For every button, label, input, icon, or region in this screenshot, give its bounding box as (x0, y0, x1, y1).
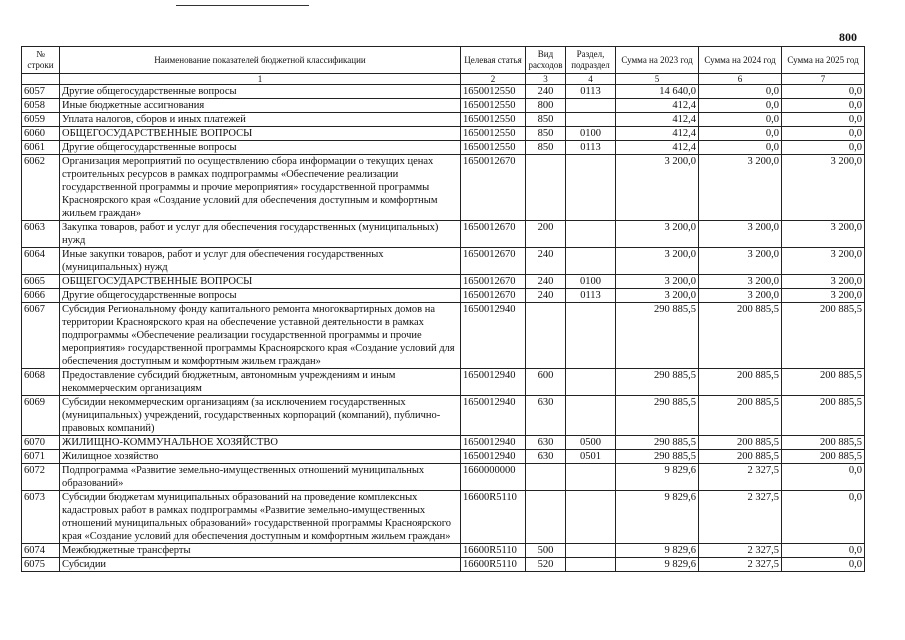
row-sum-2025: 200 885,5 (782, 396, 865, 436)
row-section-code (566, 491, 616, 544)
row-sum-2023: 412,4 (616, 99, 699, 113)
row-target-code: 1650012550 (461, 113, 526, 127)
row-number: 6070 (22, 436, 60, 450)
row-expense-type: 500 (526, 544, 566, 558)
header-name: Наименование показателей бюджетной классификации (60, 47, 461, 74)
row-number: 6075 (22, 558, 60, 572)
row-sum-2024: 2 327,5 (699, 491, 782, 544)
row-sum-2023: 412,4 (616, 141, 699, 155)
row-number: 6072 (22, 464, 60, 491)
row-target-code: 1650012940 (461, 369, 526, 396)
page-number: 800 (839, 30, 857, 44)
row-sum-2023: 3 200,0 (616, 289, 699, 303)
table-row (22, 141, 865, 155)
row-sum-2025: 3 200,0 (782, 248, 865, 275)
row-sum-2025: 3 200,0 (782, 275, 865, 289)
row-expense-type (526, 464, 566, 491)
row-expense-type: 630 (526, 450, 566, 464)
row-expense-type: 240 (526, 289, 566, 303)
row-expense-type: 800 (526, 99, 566, 113)
row-target-code: 1660000000 (461, 464, 526, 491)
table-row (22, 113, 865, 127)
table-row (22, 303, 865, 369)
row-sum-2023: 3 200,0 (616, 248, 699, 275)
column-number: 3 (526, 74, 566, 85)
row-name: Другие общегосударственные вопросы (60, 141, 461, 155)
row-sum-2025: 0,0 (782, 491, 865, 544)
row-sum-2025: 3 200,0 (782, 289, 865, 303)
row-section-code (566, 303, 616, 369)
row-sum-2025: 0,0 (782, 544, 865, 558)
row-number: 6061 (22, 141, 60, 155)
row-expense-type: 630 (526, 436, 566, 450)
row-sum-2023: 9 829,6 (616, 464, 699, 491)
row-expense-type: 850 (526, 113, 566, 127)
row-expense-type: 630 (526, 396, 566, 436)
row-number: 6073 (22, 491, 60, 544)
row-number: 6071 (22, 450, 60, 464)
row-sum-2024: 3 200,0 (699, 248, 782, 275)
row-target-code: 1650012940 (461, 303, 526, 369)
row-section-code: 0100 (566, 127, 616, 141)
row-number: 6065 (22, 275, 60, 289)
row-sum-2024: 3 200,0 (699, 289, 782, 303)
row-number: 6074 (22, 544, 60, 558)
table-row (22, 155, 865, 221)
row-sum-2024: 2 327,5 (699, 558, 782, 572)
row-section-code (566, 464, 616, 491)
row-target-code: 16600R5110 (461, 558, 526, 572)
row-sum-2025: 200 885,5 (782, 369, 865, 396)
row-sum-2025: 0,0 (782, 85, 865, 99)
row-sum-2024: 200 885,5 (699, 450, 782, 464)
row-sum-2023: 412,4 (616, 127, 699, 141)
row-name: Субсидии (60, 558, 461, 572)
row-sum-2023: 9 829,6 (616, 558, 699, 572)
row-name: Жилищное хозяйство (60, 450, 461, 464)
row-section-code (566, 369, 616, 396)
row-sum-2025: 0,0 (782, 464, 865, 491)
row-expense-type: 200 (526, 221, 566, 248)
row-number: 6060 (22, 127, 60, 141)
row-sum-2024: 200 885,5 (699, 303, 782, 369)
column-number: 4 (566, 74, 616, 85)
row-section-code (566, 544, 616, 558)
row-sum-2023: 3 200,0 (616, 275, 699, 289)
row-name: ОБЩЕГОСУДАРСТВЕННЫЕ ВОПРОСЫ (60, 127, 461, 141)
row-name: Иные закупки товаров, работ и услуг для обеспечения государственных (муниципальных) нужд (60, 248, 461, 275)
row-target-code: 1650012550 (461, 99, 526, 113)
column-number (22, 74, 60, 85)
row-target-code: 1650012670 (461, 248, 526, 275)
row-number: 6064 (22, 248, 60, 275)
row-sum-2023: 290 885,5 (616, 436, 699, 450)
row-sum-2024: 0,0 (699, 113, 782, 127)
row-target-code: 1650012940 (461, 450, 526, 464)
row-name: Закупка товаров, работ и услуг для обеспечения государственных (муниципальных) нужд (60, 221, 461, 248)
row-number: 6069 (22, 396, 60, 436)
row-name: Другие общегосударственные вопросы (60, 85, 461, 99)
row-sum-2024: 200 885,5 (699, 369, 782, 396)
row-expense-type: 520 (526, 558, 566, 572)
row-sum-2024: 0,0 (699, 141, 782, 155)
column-number: 5 (616, 74, 699, 85)
table-row (22, 464, 865, 491)
column-number: 2 (461, 74, 526, 85)
row-number: 6059 (22, 113, 60, 127)
table-row (22, 450, 865, 464)
table-row (22, 558, 865, 572)
row-sum-2024: 200 885,5 (699, 396, 782, 436)
row-target-code: 16600R5110 (461, 491, 526, 544)
row-expense-type: 600 (526, 369, 566, 396)
row-target-code: 1650012550 (461, 127, 526, 141)
row-sum-2025: 0,0 (782, 558, 865, 572)
row-section-code: 0113 (566, 85, 616, 99)
row-sum-2023: 9 829,6 (616, 544, 699, 558)
row-sum-2023: 290 885,5 (616, 450, 699, 464)
row-sum-2023: 9 829,6 (616, 491, 699, 544)
column-number: 7 (782, 74, 865, 85)
row-name: ЖИЛИЩНО-КОММУНАЛЬНОЕ ХОЗЯЙСТВО (60, 436, 461, 450)
row-sum-2024: 3 200,0 (699, 275, 782, 289)
table-row (22, 289, 865, 303)
column-number: 1 (60, 74, 461, 85)
row-sum-2024: 0,0 (699, 85, 782, 99)
row-target-code: 1650012550 (461, 85, 526, 99)
table-row (22, 544, 865, 558)
row-expense-type: 850 (526, 141, 566, 155)
budget-table (21, 46, 865, 572)
row-sum-2024: 0,0 (699, 99, 782, 113)
row-expense-type (526, 155, 566, 221)
row-section-code (566, 99, 616, 113)
row-name: Субсидии некоммерческим организациям (за исключением государственных (муниципальных) учреждений, государственных корпораций (компаний), публично-правовых компаний) (60, 396, 461, 436)
row-name: Уплата налогов, сборов и иных платежей (60, 113, 461, 127)
row-sum-2023: 14 640,0 (616, 85, 699, 99)
column-number-row (22, 74, 865, 85)
header-target: Целевая статья (461, 47, 526, 74)
row-sum-2025: 0,0 (782, 141, 865, 155)
row-sum-2025: 200 885,5 (782, 450, 865, 464)
row-section-code: 0113 (566, 289, 616, 303)
row-sum-2024: 200 885,5 (699, 436, 782, 450)
table-row (22, 127, 865, 141)
table-row (22, 221, 865, 248)
table-body (22, 85, 865, 572)
column-number: 6 (699, 74, 782, 85)
row-number: 6063 (22, 221, 60, 248)
top-rule (176, 5, 309, 6)
row-sum-2025: 200 885,5 (782, 436, 865, 450)
row-sum-2024: 2 327,5 (699, 544, 782, 558)
row-sum-2023: 290 885,5 (616, 396, 699, 436)
row-section-code: 0500 (566, 436, 616, 450)
header-sum-2025: Сумма на 2025 год (782, 47, 865, 74)
row-section-code: 0100 (566, 275, 616, 289)
row-sum-2025: 3 200,0 (782, 221, 865, 248)
row-sum-2025: 0,0 (782, 113, 865, 127)
row-sum-2024: 3 200,0 (699, 221, 782, 248)
header-row (22, 47, 865, 74)
row-number: 6058 (22, 99, 60, 113)
row-section-code (566, 155, 616, 221)
row-number: 6068 (22, 369, 60, 396)
row-section-code (566, 113, 616, 127)
row-number: 6062 (22, 155, 60, 221)
table-row (22, 396, 865, 436)
row-sum-2025: 0,0 (782, 99, 865, 113)
row-expense-type (526, 491, 566, 544)
row-expense-type: 240 (526, 275, 566, 289)
row-expense-type: 850 (526, 127, 566, 141)
row-sum-2024: 3 200,0 (699, 155, 782, 221)
row-name: Межбюджетные трансферты (60, 544, 461, 558)
table-row (22, 275, 865, 289)
header-row-number: № строки (22, 47, 60, 74)
row-sum-2025: 3 200,0 (782, 155, 865, 221)
row-sum-2023: 3 200,0 (616, 155, 699, 221)
table-row (22, 369, 865, 396)
row-sum-2025: 200 885,5 (782, 303, 865, 369)
table-row (22, 491, 865, 544)
row-section-code (566, 248, 616, 275)
row-sum-2023: 290 885,5 (616, 303, 699, 369)
row-target-code: 1650012670 (461, 221, 526, 248)
row-target-code: 1650012550 (461, 141, 526, 155)
row-section-code (566, 396, 616, 436)
row-section-code (566, 221, 616, 248)
row-section-code (566, 558, 616, 572)
row-number: 6057 (22, 85, 60, 99)
row-name: Предоставление субсидий бюджетным, автономным учреждениям и иным некоммерческим организациям (60, 369, 461, 396)
row-expense-type (526, 303, 566, 369)
row-name: Другие общегосударственные вопросы (60, 289, 461, 303)
row-sum-2024: 2 327,5 (699, 464, 782, 491)
row-expense-type: 240 (526, 248, 566, 275)
row-sum-2024: 0,0 (699, 127, 782, 141)
row-section-code: 0501 (566, 450, 616, 464)
row-number: 6066 (22, 289, 60, 303)
row-name: Субсидия Региональному фонду капитального ремонта многоквартирных домов на территории Красноярского края на обеспечение уставной деятельности в рамках подпрограммы «Обеспечение реализации государственной программы и прочие мероприятия» государственной программы Красноярского края «Создание условий для обеспечения доступным и комфортным жильем граждан» (60, 303, 461, 369)
row-sum-2025: 0,0 (782, 127, 865, 141)
row-expense-type: 240 (526, 85, 566, 99)
row-number: 6067 (22, 303, 60, 369)
header-sum-2024: Сумма на 2024 год (699, 47, 782, 74)
table-row (22, 99, 865, 113)
row-target-code: 1650012670 (461, 289, 526, 303)
table-row (22, 248, 865, 275)
row-name: Подпрограмма «Развитие земельно-имущественных отношений муниципальных образований» (60, 464, 461, 491)
row-section-code: 0113 (566, 141, 616, 155)
row-target-code: 1650012940 (461, 436, 526, 450)
row-target-code: 1650012940 (461, 396, 526, 436)
header-expense-type: Вид расходов (526, 47, 566, 74)
header-sum-2023: Сумма на 2023 год (616, 47, 699, 74)
row-name: ОБЩЕГОСУДАРСТВЕННЫЕ ВОПРОСЫ (60, 275, 461, 289)
row-name: Субсидии бюджетам муниципальных образований на проведение комплексных кадастровых работ в рамках подпрограммы «Развитие земельно-имущественных отношений муниципальных образований» государственной программы Красноярского края «Создание условий для обеспечения доступным и комфортным жильем граждан» (60, 491, 461, 544)
row-target-code: 1650012670 (461, 275, 526, 289)
row-sum-2023: 412,4 (616, 113, 699, 127)
row-sum-2023: 3 200,0 (616, 221, 699, 248)
table-row (22, 436, 865, 450)
row-sum-2023: 290 885,5 (616, 369, 699, 396)
row-name: Иные бюджетные ассигнования (60, 99, 461, 113)
row-target-code: 16600R5110 (461, 544, 526, 558)
table-row (22, 85, 865, 99)
header-section: Раздел, подраздел (566, 47, 616, 74)
row-target-code: 1650012670 (461, 155, 526, 221)
row-name: Организация мероприятий по осуществлению сбора информации о текущих ценах строительных ресурсов в рамках подпрограммы «Обеспечение реализации государственной программы и прочие мероприятия» государственной программы Красноярского края «Создание условий для обеспечения доступным и комфортным жильем граждан» (60, 155, 461, 221)
